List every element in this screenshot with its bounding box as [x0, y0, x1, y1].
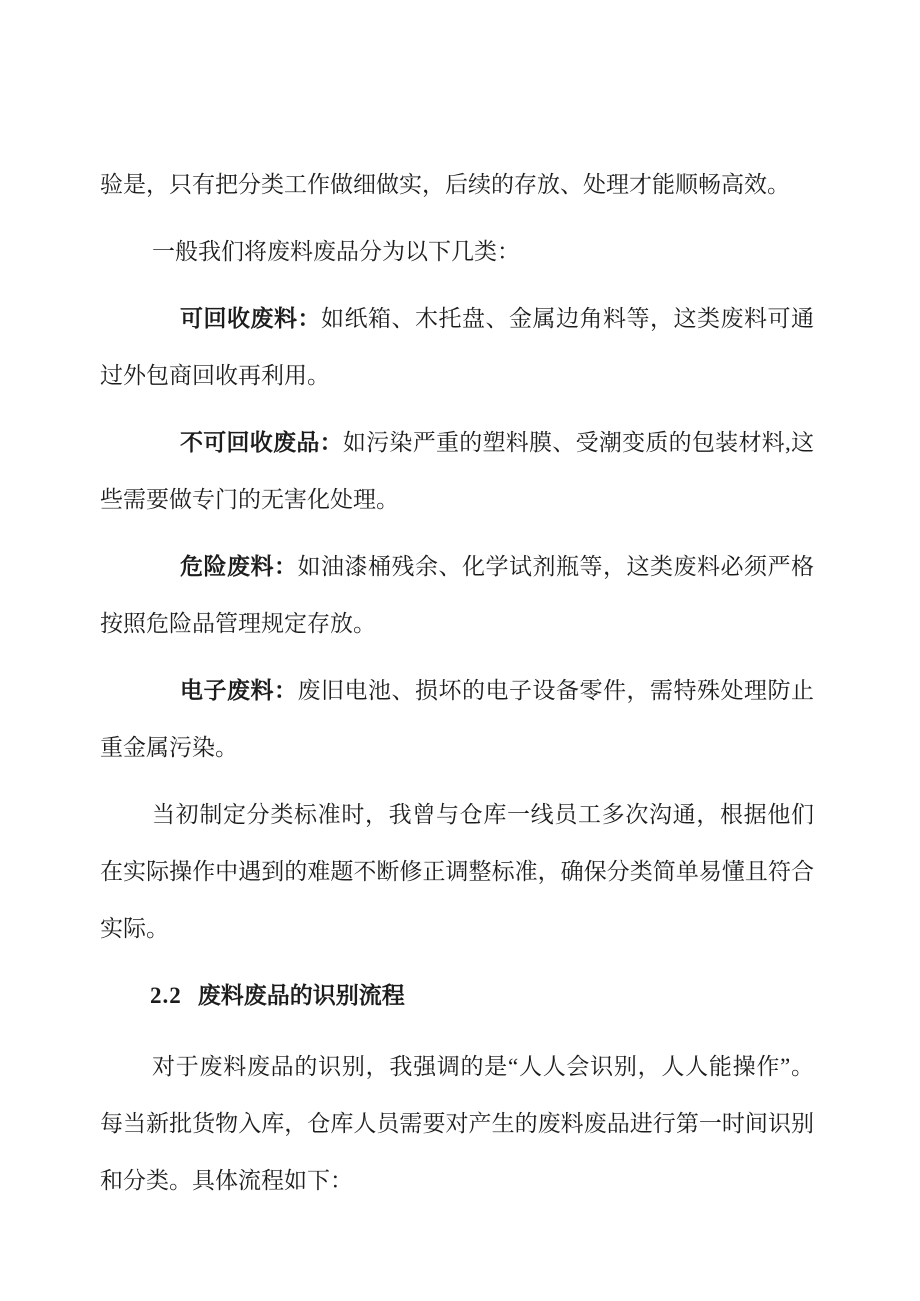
category-electronic	[100, 662, 814, 776]
section-heading-title: 废料废品的识别流程	[197, 983, 405, 1008]
category-non-recyclable	[100, 414, 814, 528]
category-recyclable-desc: 如纸箱、木托盘、金属边角料等，这类废料可通过外包商回收再利用。	[100, 306, 814, 388]
paragraph-standard-history: 当初制定分类标准时，我曾与仓库一线员工多次沟通，根据他们在实际操作中遇到的难题不断修正调整标准，确保分类简单易懂且符合实际。	[100, 802, 814, 941]
section-heading	[100, 967, 814, 1024]
category-electronic-lead: 电子废料：	[180, 678, 298, 703]
category-hazardous-lead: 危险废料：	[180, 554, 298, 579]
paragraph-identification-process: 对于废料废品的识别，我强调的是“人人会识别，人人能操作”。每当新批货物入库，仓库人员需要对产生的废料废品进行第一时间识别和分类。具体流程如下：	[100, 1054, 814, 1193]
category-non-recyclable-lead: 不可回收废品：	[180, 430, 343, 455]
category-non-recyclable-desc: 如污染严重的塑料膜、受潮变质的包装材料,这些需要做专门的无害化处理。	[100, 430, 815, 512]
category-recyclable	[100, 290, 814, 404]
section-heading-number: 2.2	[150, 983, 182, 1008]
paragraph-intro: 一般我们将废料废品分为以下几类：	[152, 239, 520, 264]
category-hazardous-desc: 如油漆桶残余、化学试剂瓶等，这类废料必须严格按照危险品管理规定存放。	[100, 554, 814, 636]
paragraph-continuation: 验是，只有把分类工作做细做实，后续的存放、处理才能顺畅高效。	[100, 172, 790, 197]
category-electronic-desc: 废旧电池、损坏的电子设备零件，需特殊处理防止重金属污染。	[100, 678, 814, 760]
category-recyclable-lead: 可回收废料：	[180, 306, 321, 331]
category-hazardous	[100, 538, 814, 652]
